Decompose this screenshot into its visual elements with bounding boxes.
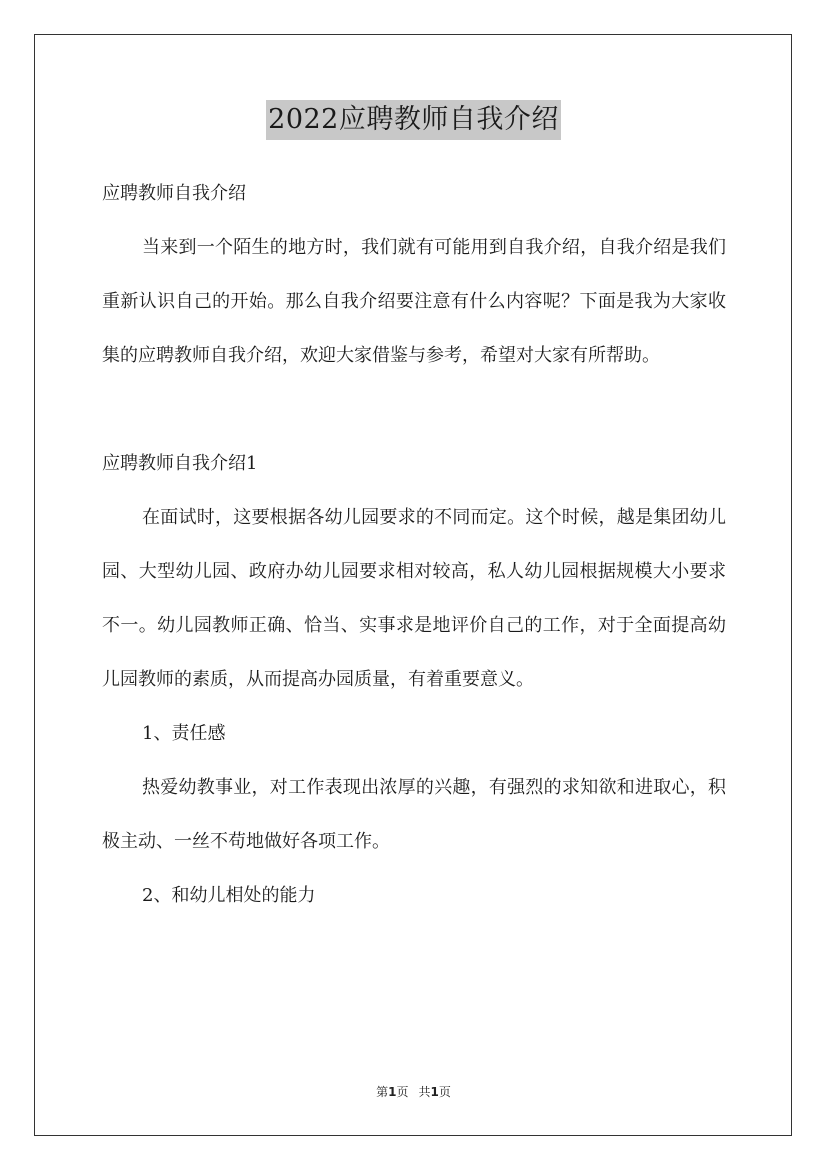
document-title: 2022应聘教师自我介绍 <box>266 100 561 140</box>
document-body <box>102 167 726 923</box>
page-prefix: 第 <box>376 1085 389 1099</box>
document-heading: 应聘教师自我介绍 <box>102 183 246 204</box>
item-2-title: 2、和幼儿相处的能力 <box>142 885 316 906</box>
page-current: 1 <box>388 1085 397 1099</box>
total-prefix: 共 <box>418 1085 431 1099</box>
page-total: 1 <box>430 1085 439 1099</box>
item-1-title: 1、责任感 <box>142 723 226 744</box>
total-suffix: 页 <box>438 1085 451 1099</box>
page-footer <box>0 1083 827 1100</box>
section-paragraph: 在面试时，这要根据各幼儿园要求的不同而定。这个时候，越是集团幼儿园、大型幼儿园、政府办幼儿园要求相对较高，私人幼儿园根据规模大小要求不一。幼儿园教师正确、恰当、实事求是地评价自己的工作，对于全面提高幼儿园教师的素质，从而提高办园质量，有着重要意义。 <box>102 507 726 690</box>
intro-paragraph: 当来到一个陌生的地方时，我们就有可能用到自我介绍，自我介绍是我们重新认识自己的开始。那么自我介绍要注意有什么内容呢？下面是我为大家收集的应聘教师自我介绍，欢迎大家借鉴与参考，希望对大家有所帮助。 <box>102 237 726 366</box>
paragraph-spacer <box>102 383 726 437</box>
title-container <box>0 100 827 140</box>
section-title: 应聘教师自我介绍1 <box>102 453 258 474</box>
page-suffix: 页 <box>396 1085 409 1099</box>
item-1-paragraph: 热爱幼教事业，对工作表现出浓厚的兴趣，有强烈的求知欲和进取心，积极主动、一丝不苟地做好各项工作。 <box>102 777 726 852</box>
